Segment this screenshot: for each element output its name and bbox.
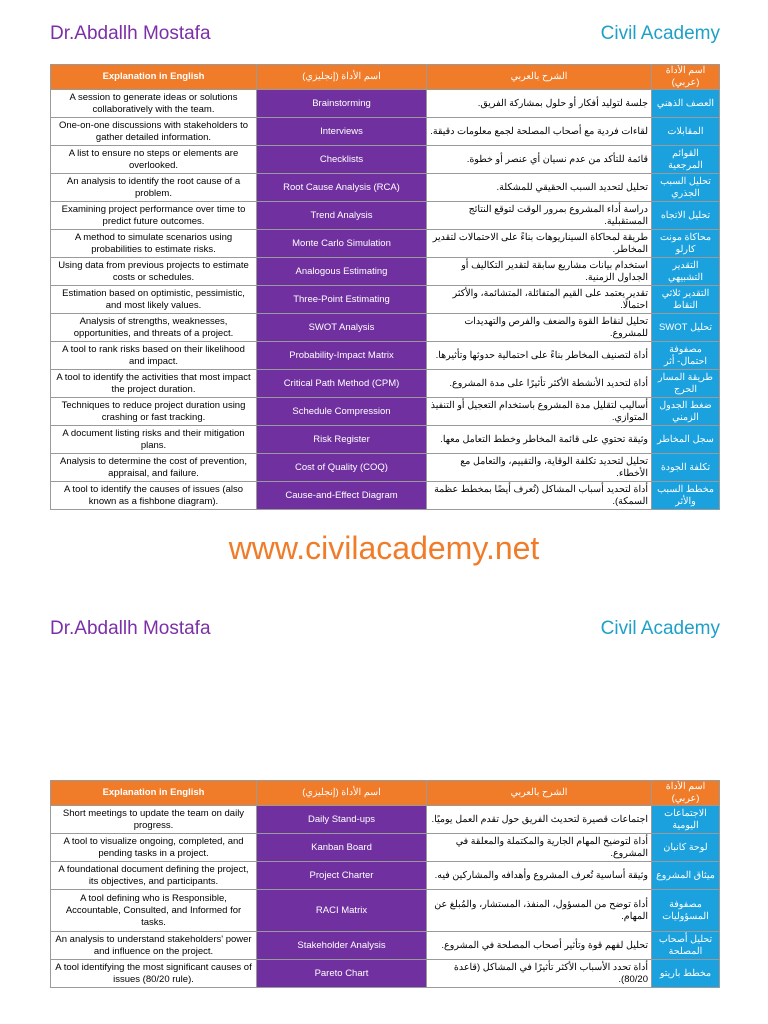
table-header-row <box>51 781 720 806</box>
cell-arabic: لقاءات فردية مع أصحاب المصلحة لجمع معلومات دقيقة. <box>427 118 652 146</box>
cell-arabic: تحليل لتحديد السبب الحقيقي للمشكلة. <box>427 174 652 202</box>
tools-table-1 <box>50 64 720 510</box>
table-row <box>51 482 720 510</box>
cell-tool-english: Three-Point Estimating <box>257 286 427 314</box>
cell-tool-english: RACI Matrix <box>257 890 427 932</box>
cell-tool-english: Brainstorming <box>257 90 427 118</box>
cell-tool-english: Stakeholder Analysis <box>257 932 427 960</box>
cell-english: A tool to rank risks based on their likelihood and impact. <box>51 342 257 370</box>
cell-arabic: طريقة لمحاكاة السيناريوهات بناءً على الاحتمالات لتقدير المخاطر. <box>427 230 652 258</box>
cell-tool-english: Interviews <box>257 118 427 146</box>
table-row <box>51 890 720 932</box>
cell-tool-english: Cause-and-Effect Diagram <box>257 482 427 510</box>
cell-english: A tool to visualize ongoing, completed, and pending tasks in a project. <box>51 834 257 862</box>
table-header-row <box>51 65 720 90</box>
cell-tool-arabic: مخطط السبب والأثر <box>652 482 720 510</box>
brand-name: Civil Academy <box>600 618 720 639</box>
cell-arabic: أداة توضح من المسؤول، المنفذ، المستشار، والمُبلغ عن المهام. <box>427 890 652 932</box>
website-link[interactable]: www.civilacademy.net <box>228 530 540 566</box>
cell-tool-english: Schedule Compression <box>257 398 427 426</box>
cell-tool-arabic: التقدير ثلاثي النقاط <box>652 286 720 314</box>
cell-english: A session to generate ideas or solutions collaboratively with the team. <box>51 90 257 118</box>
col-header-tool-arabic: اسم الأداة (عربي) <box>652 65 720 90</box>
cell-tool-english: Trend Analysis <box>257 202 427 230</box>
cell-tool-english: Project Charter <box>257 862 427 890</box>
cell-tool-arabic: مصفوفة المسؤوليات <box>652 890 720 932</box>
table-row <box>51 314 720 342</box>
cell-arabic: أداة لتحديد أسباب المشاكل (تُعرف أيضًا بمخطط عظمة السمكة). <box>427 482 652 510</box>
brand-name: Civil Academy <box>600 23 720 44</box>
table-row <box>51 90 720 118</box>
table-row <box>51 398 720 426</box>
cell-tool-english: Checklists <box>257 146 427 174</box>
cell-english: Analysis to determine the cost of prevention, appraisal, and failure. <box>51 454 257 482</box>
cell-english: An analysis to identify the root cause of a problem. <box>51 174 257 202</box>
cell-tool-arabic: التقدير التشبيهي <box>652 258 720 286</box>
cell-tool-arabic: لوحة كانبان <box>652 834 720 862</box>
col-header-english: Explanation in English <box>51 65 257 90</box>
table-row <box>51 118 720 146</box>
cell-tool-arabic: القوائم المرجعية <box>652 146 720 174</box>
cell-arabic: تحليل لتحديد تكلفة الوقاية، والتقييم، والتعامل مع الأخطاء. <box>427 454 652 482</box>
table-row <box>51 834 720 862</box>
table-row <box>51 286 720 314</box>
cell-english: One-on-one discussions with stakeholders to gather detailed information. <box>51 118 257 146</box>
cell-arabic: أداة لتصنيف المخاطر بناءً على احتمالية حدوثها وتأثيرها. <box>427 342 652 370</box>
cell-tool-arabic: تكلفة الجودة <box>652 454 720 482</box>
cell-tool-english: Critical Path Method (CPM) <box>257 370 427 398</box>
table-row <box>51 454 720 482</box>
cell-english: A tool identifying the most significant causes of issues (80/20 rule). <box>51 960 257 988</box>
cell-tool-arabic: محاكاة مونت كارلو <box>652 230 720 258</box>
table-row <box>51 806 720 834</box>
cell-tool-english: SWOT Analysis <box>257 314 427 342</box>
cell-arabic: تحليل لنقاط القوة والضعف والفرص والتهديدات للمشروع. <box>427 314 652 342</box>
table-row <box>51 862 720 890</box>
cell-tool-arabic: ميثاق المشروع <box>652 862 720 890</box>
cell-arabic: دراسة أداء المشروع بمرور الوقت لتوقع النتائج المستقبلية. <box>427 202 652 230</box>
col-header-tool-arabic: اسم الأداة (عربي) <box>652 781 720 806</box>
cell-arabic: تقدير يعتمد على القيم المتفائلة، المتشائمة، والأكثر احتمالًا. <box>427 286 652 314</box>
cell-tool-english: Kanban Board <box>257 834 427 862</box>
tools-table-2 <box>50 780 720 988</box>
cell-tool-english: Daily Stand-ups <box>257 806 427 834</box>
cell-tool-english: Probability-Impact Matrix <box>257 342 427 370</box>
col-header-arabic: الشرح بالعربي <box>427 781 652 806</box>
cell-arabic: أداة لتوضيح المهام الجارية والمكتملة والمعلقة في المشروع. <box>427 834 652 862</box>
table-row <box>51 370 720 398</box>
cell-english: Short meetings to update the team on daily progress. <box>51 806 257 834</box>
cell-arabic: تحليل لفهم قوة وتأثير أصحاب المصلحة في المشروع. <box>427 932 652 960</box>
cell-english: Estimation based on optimistic, pessimistic, and most likely values. <box>51 286 257 314</box>
cell-tool-english: Pareto Chart <box>257 960 427 988</box>
col-header-english: Explanation in English <box>51 781 257 806</box>
cell-english: A tool defining who is Responsible, Accountable, Consulted, and Informed for tasks. <box>51 890 257 932</box>
table-row <box>51 932 720 960</box>
cell-tool-arabic: المقابلات <box>652 118 720 146</box>
table-row <box>51 342 720 370</box>
table-row <box>51 426 720 454</box>
cell-tool-english: Analogous Estimating <box>257 258 427 286</box>
author-name: Dr.Abdallh Mostafa <box>50 618 211 639</box>
cell-tool-english: Risk Register <box>257 426 427 454</box>
page1-header <box>0 23 768 53</box>
table-row <box>51 258 720 286</box>
table-row <box>51 202 720 230</box>
cell-arabic: جلسة لتوليد أفكار أو حلول بمشاركة الفريق. <box>427 90 652 118</box>
cell-english: An analysis to understand stakeholders' power and influence on the project. <box>51 932 257 960</box>
cell-tool-english: Cost of Quality (COQ) <box>257 454 427 482</box>
cell-english: A method to simulate scenarios using probabilities to estimate risks. <box>51 230 257 258</box>
cell-arabic: قائمة للتأكد من عدم نسيان أي عنصر أو خطوة. <box>427 146 652 174</box>
cell-arabic: أساليب لتقليل مدة المشروع باستخدام التعجيل أو التنفيذ المتوازي. <box>427 398 652 426</box>
table-row <box>51 230 720 258</box>
col-header-tool-english: اسم الأداة (إنجليزي) <box>257 781 427 806</box>
cell-arabic: وثيقة تحتوي على قائمة المخاطر وخطط التعامل معها. <box>427 426 652 454</box>
cell-tool-arabic: الاجتماعات اليومية <box>652 806 720 834</box>
cell-tool-english: Root Cause Analysis (RCA) <box>257 174 427 202</box>
col-header-arabic: الشرح بالعربي <box>427 65 652 90</box>
table-row <box>51 174 720 202</box>
cell-arabic: أداة لتحديد الأنشطة الأكثر تأثيرًا على مدة المشروع. <box>427 370 652 398</box>
cell-tool-arabic: ضغط الجدول الزمني <box>652 398 720 426</box>
cell-english: Using data from previous projects to estimate costs or schedules. <box>51 258 257 286</box>
cell-english: Examining project performance over time to predict future outcomes. <box>51 202 257 230</box>
cell-tool-arabic: تحليل الاتجاه <box>652 202 720 230</box>
table-row <box>51 146 720 174</box>
cell-english: A tool to identify the causes of issues (also known as a fishbone diagram). <box>51 482 257 510</box>
cell-arabic: استخدام بيانات مشاريع سابقة لتقدير التكاليف أو الجداول الزمنية. <box>427 258 652 286</box>
cell-english: A list to ensure no steps or elements are overlooked. <box>51 146 257 174</box>
page2-header <box>0 618 768 648</box>
cell-tool-arabic: مخطط باريتو <box>652 960 720 988</box>
cell-english: A document listing risks and their mitigation plans. <box>51 426 257 454</box>
cell-tool-arabic: مصفوفة احتمال- أثر <box>652 342 720 370</box>
cell-tool-arabic: تحليل السبب الجذري <box>652 174 720 202</box>
cell-english: A tool to identify the activities that most impact the project duration. <box>51 370 257 398</box>
cell-arabic: أداة تحدد الأسباب الأكثر تأثيرًا في المشاكل (قاعدة 80/20). <box>427 960 652 988</box>
col-header-tool-english: اسم الأداة (إنجليزي) <box>257 65 427 90</box>
cell-arabic: اجتماعات قصيرة لتحديث الفريق حول تقدم العمل يوميًا. <box>427 806 652 834</box>
cell-tool-arabic: طريقة المسار الحرج <box>652 370 720 398</box>
cell-english: Techniques to reduce project duration using crashing or fast tracking. <box>51 398 257 426</box>
author-name: Dr.Abdallh Mostafa <box>50 23 211 44</box>
cell-tool-arabic: العصف الذهني <box>652 90 720 118</box>
table-row <box>51 960 720 988</box>
cell-tool-arabic: تحليل أصحاب المصلحة <box>652 932 720 960</box>
cell-tool-english: Monte Carlo Simulation <box>257 230 427 258</box>
cell-arabic: وثيقة أساسية تُعرف المشروع وأهدافه والمشاركين فيه. <box>427 862 652 890</box>
cell-english: Analysis of strengths, weaknesses, opportunities, and threats of a project. <box>51 314 257 342</box>
cell-tool-arabic: تحليل SWOT <box>652 314 720 342</box>
cell-tool-arabic: سجل المخاطر <box>652 426 720 454</box>
cell-english: A foundational document defining the project, its objectives, and participants. <box>51 862 257 890</box>
